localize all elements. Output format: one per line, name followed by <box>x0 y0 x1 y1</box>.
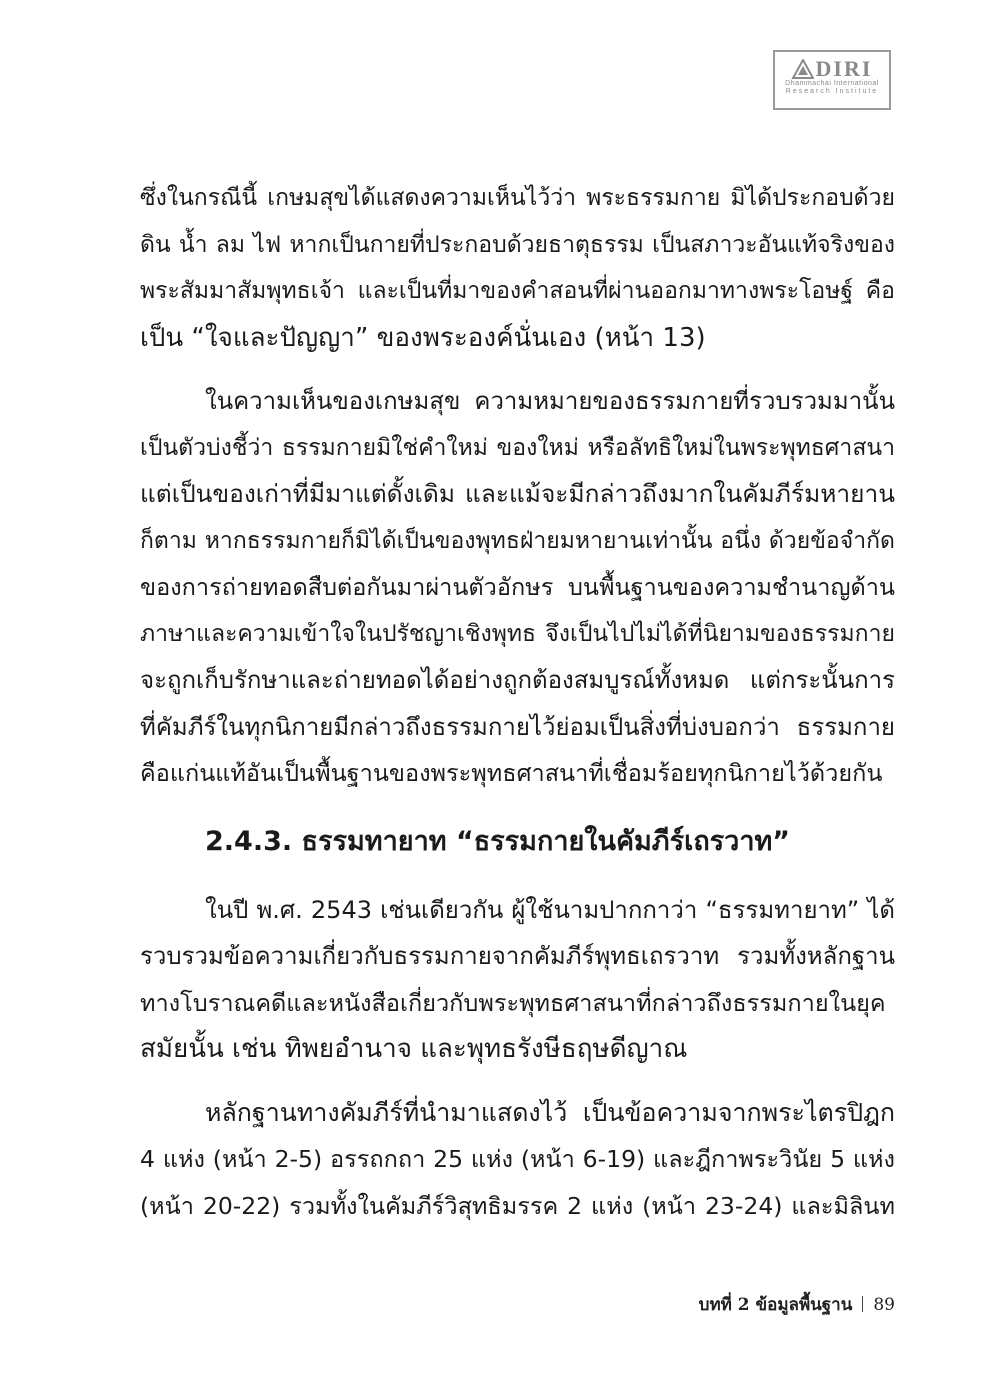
text-line: ที่คัมภีร์ในทุกนิกายมีกล่าวถึงธรรมกายไว้ย่อมเป็นสิ่งที่บ่งบอกว่า ธรรมกาย <box>140 712 895 741</box>
text-line: ในความเห็นของเกษมสุข ความหมายของธรรมกายที่รวบรวมมานั้น <box>205 387 895 415</box>
diri-logo <box>773 50 891 110</box>
paragraph-3 <box>140 887 895 1073</box>
paragraph-1 <box>140 175 895 361</box>
text-line: ซึ่งในกรณีนี้ เกษมสุขได้แสดงความเห็นไว้ว่า พระธรรมกาย มิได้ประกอบด้วย <box>140 185 895 211</box>
logo-subtitle-1: Dhammachai International <box>785 80 879 87</box>
text-line: ภาษาและความเข้าใจในปรัชญาเชิงพุทธ จึงเป็นไปไม่ได้ที่นิยามของธรรมกาย <box>140 620 895 647</box>
text-line: หลักฐานทางคัมภีร์ที่นำมาแสดงไว้ เป็นข้อความจากพระไตรปิฎก <box>205 1097 895 1127</box>
paragraph-2 <box>140 378 895 797</box>
footer-divider <box>862 1296 863 1312</box>
text-line: ก็ตาม หากธรรมกายก็มิได้เป็นของพุทธฝ่ายมหายานเท่านั้น อนึ่ง ด้วยข้อจำกัด <box>140 527 895 554</box>
text-line: จะถูกเก็บรักษาและถ่ายทอดได้อย่างถูกต้องสมบูรณ์ทั้งหมด แต่กระนั้นการ <box>140 666 895 694</box>
text-line: (หน้า 20-22) รวมทั้งในคัมภีร์วิสุทธิมรรค 2 แห่ง (หน้า 23-24) และมิลินท <box>140 1191 895 1220</box>
text-line: เป็น “ใจและปัญญา” ของพระองค์นั่นเอง (หน้า 13) <box>140 322 706 353</box>
text-line: 4 แห่ง (หน้า 2-5) อรรถกถา 25 แห่ง (หน้า 6-19) และฎีกาพระวินัย 5 แห่ง <box>140 1145 895 1173</box>
text-line: รวบรวมข้อความเกี่ยวกับธรรมกายจากคัมภีร์พุทธเถรวาท รวมทั้งหลักฐาน <box>140 942 895 970</box>
text-line: เป็นตัวบ่งชี้ว่า ธรรมกายมิใช่คำใหม่ ของใหม่ หรือลัทธิใหม่ในพระพุทธศาสนา <box>140 434 895 461</box>
section-heading: 2.4.3. ธรรมทายาท “ธรรมกายในคัมภีร์เถรวาท” <box>205 825 791 857</box>
text-line: ในปี พ.ศ. 2543 เช่นเดียวกัน ผู้ใช้นามปากกาว่า “ธรรมทายาท” ได้ <box>205 895 895 924</box>
text-line: ทางโบราณคดีและหนังสือเกี่ยวกับพระพุทธศาสนาที่กล่าวถึงธรรมกายในยุค <box>140 988 886 1017</box>
text-line: แต่เป็นของเก่าที่มีมาแต่ดั้งเดิม และแม้จะมีกล่าวถึงมากในคัมภีร์มหายาน <box>140 479 895 508</box>
paragraph-4 <box>140 1090 895 1230</box>
page-footer <box>699 1291 895 1318</box>
triangle-logo-icon <box>792 59 814 79</box>
page-number: 89 <box>873 1295 895 1315</box>
page-body <box>140 175 895 1229</box>
text-line: ของการถ่ายทอดสืบต่อกันมาผ่านตัวอักษร บนพื้นฐานของความชำนาญด้าน <box>140 573 895 601</box>
text-line: ดิน น้ำ ลม ไฟ หากเป็นกายที่ประกอบด้วยธาตุธรรม เป็นสภาวะอันแท้จริงของ <box>140 231 895 258</box>
text-line: พระสัมมาสัมพุทธเจ้า และเป็นที่มาของคำสอนที่ผ่านออกมาทางพระโอษฐ์ คือ <box>140 278 895 304</box>
logo-subtitle-2: Research Institute <box>785 88 879 95</box>
text-line: คือแก่นแท้อันเป็นพื้นฐานของพระพุทธศาสนาที่เชื่อมร้อยทุกนิกายไว้ด้วยกัน <box>140 759 883 787</box>
text-line: สมัยนั้น เช่น ทิพยอำนาจ และพุทธรังษีธฤษดีญาณ <box>140 1034 688 1064</box>
logo-text: DIRI <box>815 56 873 81</box>
chapter-title: บทที่ 2 ข้อมูลพื้นฐาน <box>698 1295 853 1315</box>
